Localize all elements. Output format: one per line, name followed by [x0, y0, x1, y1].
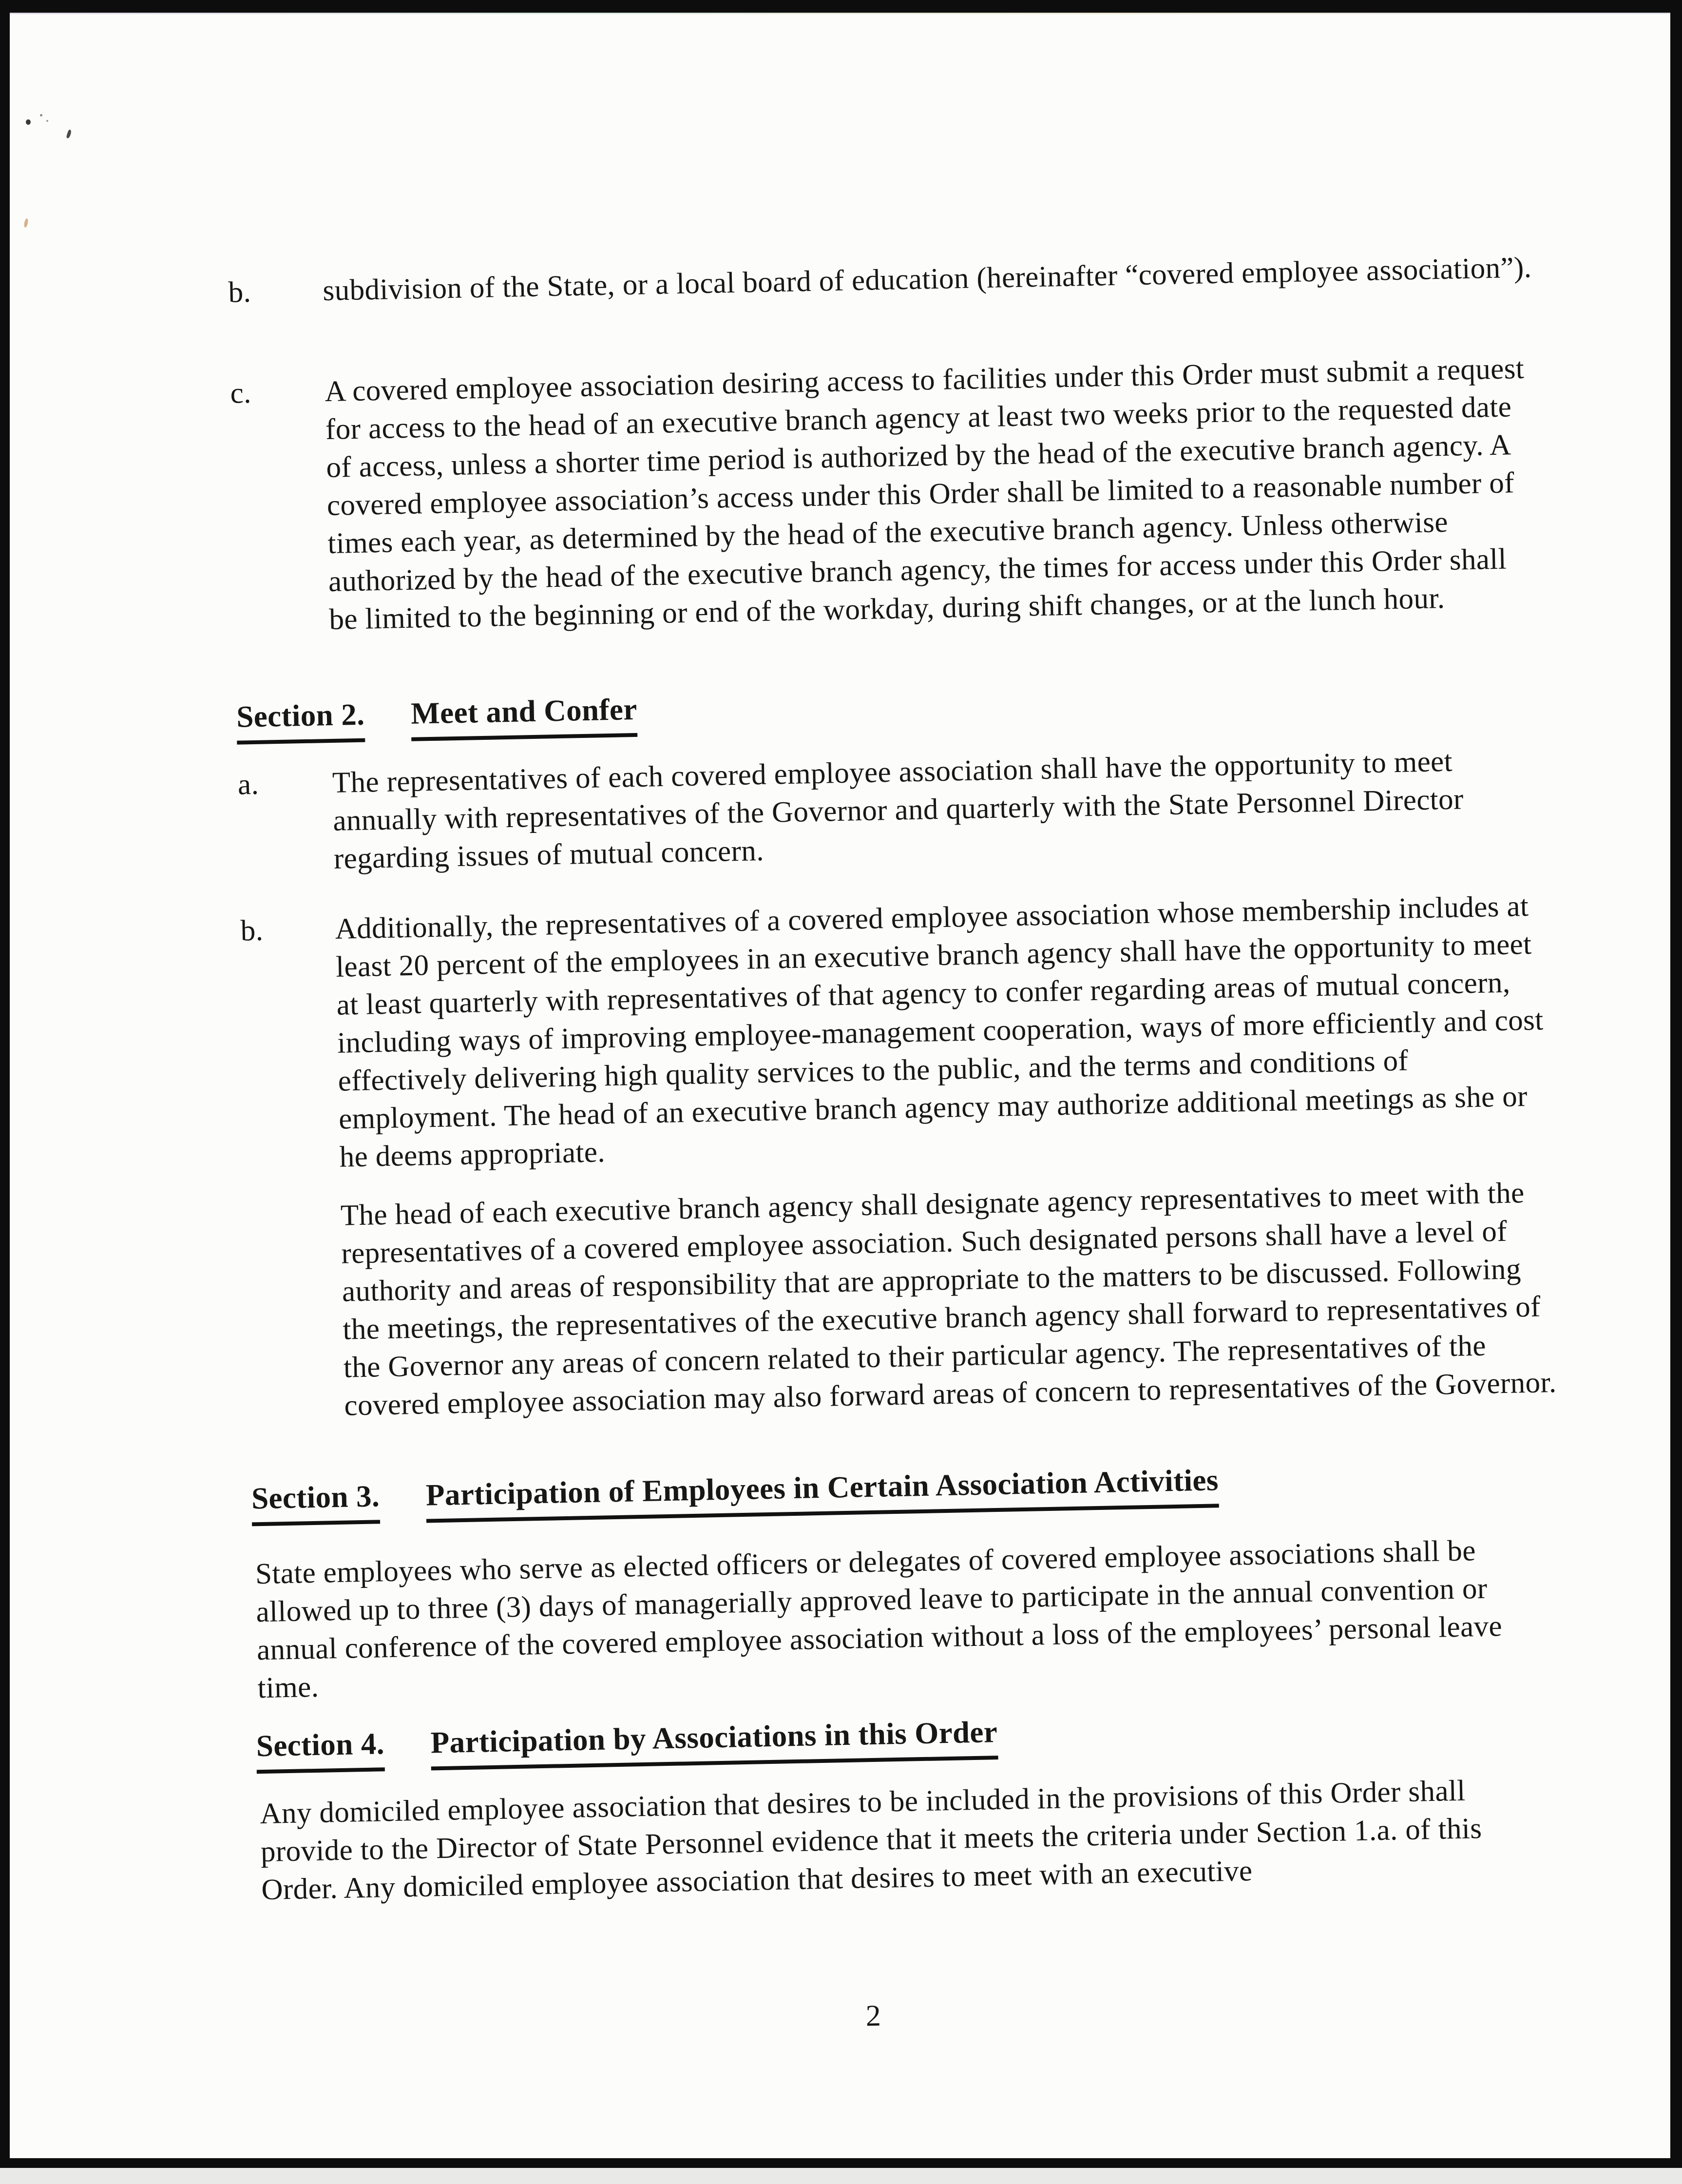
scan-border-left — [0, 11, 10, 2161]
section-2-continuation-paragraph — [246, 1174, 1557, 1427]
section-3-paragraph: State employees who serve as elected officers or delegates of covered employee associations shall be allowed up to three (3) days of managerially approved leave to participate in the annual convention or annual conference of the covered employee association without a loss of the employees’ personal leave time. — [255, 1534, 1503, 1705]
section-4-label: Section 4. — [256, 1724, 385, 1774]
list-item-text: A covered employee association desiring access to facilities under this Order must submit a request for access to the head of an executive branch agency at least two weeks prior to the requested date of access, unless a shorter time period is authorized by the head of the executive branch agency. A covered employee association’s access under this Order shall be limited to a reasonable number of times each year, as determined by the head of the executive branch agency. Unless otherwise authorized by the head of the executive branch agency, the times for access under this Order shall be limited to the beginning or end of the workday, during shift changes, or at the lunch hour. — [324, 352, 1525, 636]
section-4-heading — [256, 1713, 998, 1774]
scan-border-top — [0, 0, 1682, 13]
list-item-text: Additionally, the representatives of a covered employee association whose membership includes at least 20 percent of the employees in an executive branch agency shall have the opportunity to meet at least quarterly with representatives of that agency to confer regarding areas of mutual concern, including ways of improving employee-management cooperation, ways of more efficiently and cost effectively delivering high quality services to the public, and the terms and conditions of employment. The head of an executive branch agency may authorize additional meetings as she or he deems appropriate. — [335, 889, 1544, 1174]
list-item-label — [246, 1197, 340, 1199]
section-2-item-b — [240, 887, 1553, 1178]
list-item-label: b. — [240, 914, 264, 947]
list-item-c — [230, 349, 1543, 640]
list-item-label: b. — [228, 275, 251, 309]
scan-border-right — [1670, 8, 1682, 2161]
section-2-heading — [236, 690, 638, 745]
section-4-title: Participation by Associations in this Order — [430, 1713, 998, 1770]
section-2-title: Meet and Confer — [410, 690, 637, 741]
section-3-label: Section 3. — [251, 1477, 380, 1526]
list-item-label: a. — [237, 768, 259, 801]
section-2-label: Section 2. — [236, 696, 365, 745]
page-number: 2 — [865, 1999, 881, 2033]
scan-border-bottom — [0, 2158, 1682, 2168]
section-2-item-a — [237, 741, 1547, 880]
section-4-paragraph: Any domiciled employee association that desires to be included in the provisions of this Order shall provide to the Director of State Personnel evidence that it meets the criteria under Section 1.a. of this Order. Any domiciled employee association that desires to meet with an executive — [259, 1774, 1482, 1907]
list-item-b — [228, 249, 1536, 312]
section-3-heading — [251, 1461, 1219, 1526]
list-item-text: subdivision of the State, or a local board of education (hereinafter “covered employee association”). — [322, 251, 1532, 308]
section-3-title: Participation of Employees in Certain Association Activities — [425, 1461, 1219, 1523]
list-item-label: c. — [229, 376, 252, 410]
list-item-text: The head of each executive branch agency shall designate agency representatives to meet with the representatives of a covered employee association. Such designated persons shall have a level of authority and areas of responsibility that are appropriate to the matters to be discussed. Following the meetings, the representatives of the executive branch agency shall forward to representatives of the Governor any areas of concern related to their particular agency. The representatives of the covered employee association may also forward areas of concern to representatives of the Governor. — [340, 1177, 1557, 1422]
list-item-text: The representatives of each covered employee association shall have the opportunity to meet annually with representatives of the Governor and quarterly with the State Personnel Director regarding issues of mutual concern. — [332, 745, 1464, 875]
